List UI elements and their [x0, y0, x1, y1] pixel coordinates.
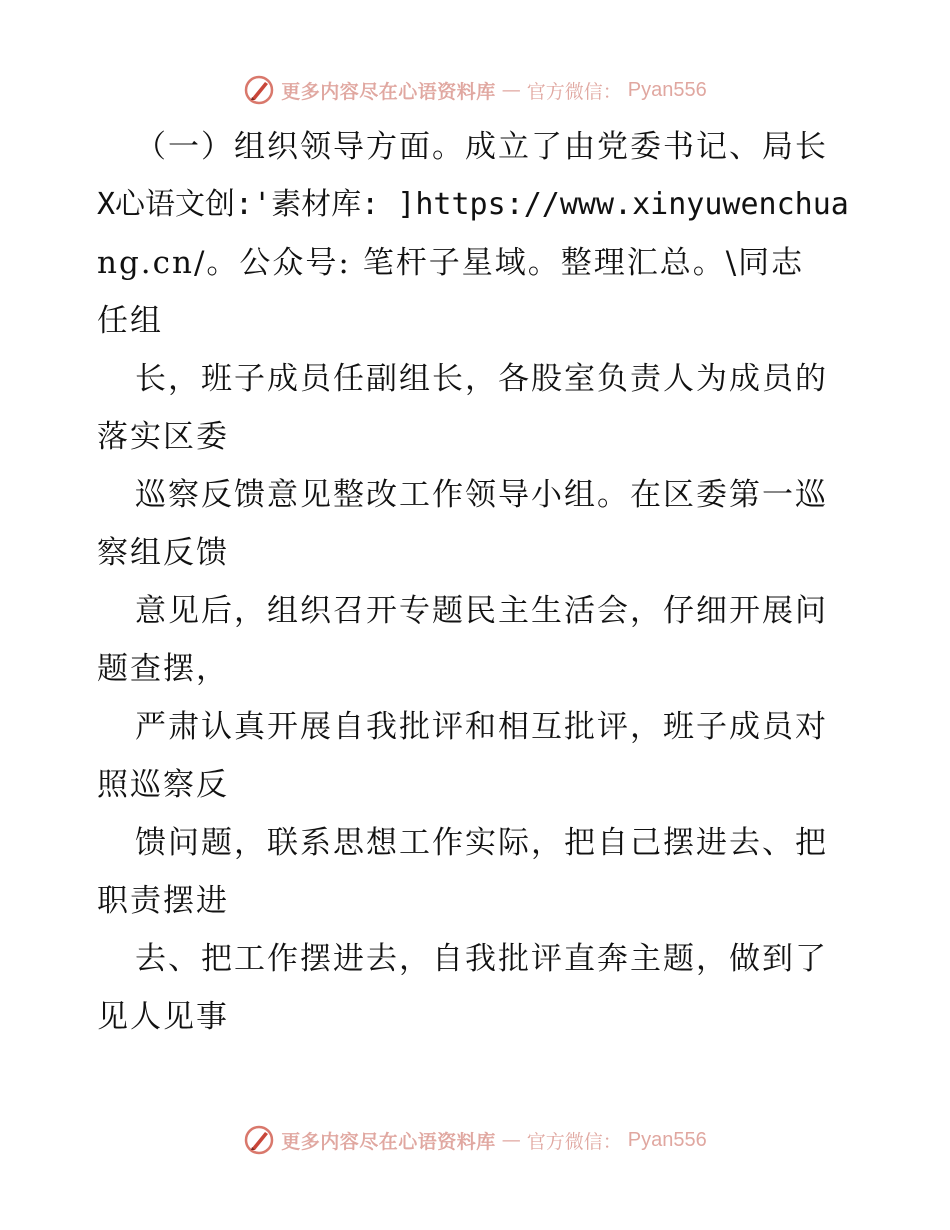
watermark-dash: — [501, 1129, 521, 1151]
document-body [97, 118, 857, 1046]
footer-watermark [0, 1120, 950, 1160]
body-line: 长，班子成员任副组长，各股室负责人为成员的 [135, 361, 828, 397]
body-line: 去、把工作摆进去，自我批评直奔主题，做到了 [135, 941, 828, 977]
body-line: 任组 [97, 303, 163, 339]
body-line: 落实区委 [97, 419, 229, 455]
body-line: 严肃认真开展自我批评和相互批评，班子成员对 [135, 709, 828, 745]
quill-pen-circle-icon [243, 1124, 275, 1156]
watermark-brand: 更多内容尽在心语资料库 [281, 1130, 496, 1153]
watermark-wechat-label: 官方微信： [526, 1130, 622, 1153]
body-line: X心语文创:'素材库: ]https://www.xinyuwenchua [97, 187, 849, 222]
body-line: 见人见事 [97, 999, 229, 1035]
body-line: 职责摆进 [97, 883, 229, 919]
header-watermark [0, 70, 950, 110]
body-line: 照巡察反 [97, 767, 229, 803]
quill-pen-circle-icon [243, 74, 275, 106]
watermark-account: Pyan556 [627, 78, 707, 101]
body-line: （一）组织领导方面。成立了由党委书记、局长 [135, 129, 828, 165]
body-line: ng.cn/。公众号: 笔杆子星域。整理汇总。\同志 [97, 245, 805, 281]
body-line: 察组反馈 [97, 535, 229, 571]
body-line: 巡察反馈意见整改工作领导小组。在区委第一巡 [135, 477, 828, 513]
watermark-account: Pyan556 [627, 1128, 707, 1151]
body-line: 题查摆， [97, 651, 229, 687]
watermark-brand: 更多内容尽在心语资料库 [281, 80, 496, 103]
body-line: 意见后，组织召开专题民主生活会，仔细开展问 [135, 593, 828, 629]
body-line: 馈问题，联系思想工作实际，把自己摆进去、把 [135, 825, 828, 861]
watermark-wechat-label: 官方微信： [526, 80, 622, 103]
watermark-dash: — [501, 79, 521, 101]
